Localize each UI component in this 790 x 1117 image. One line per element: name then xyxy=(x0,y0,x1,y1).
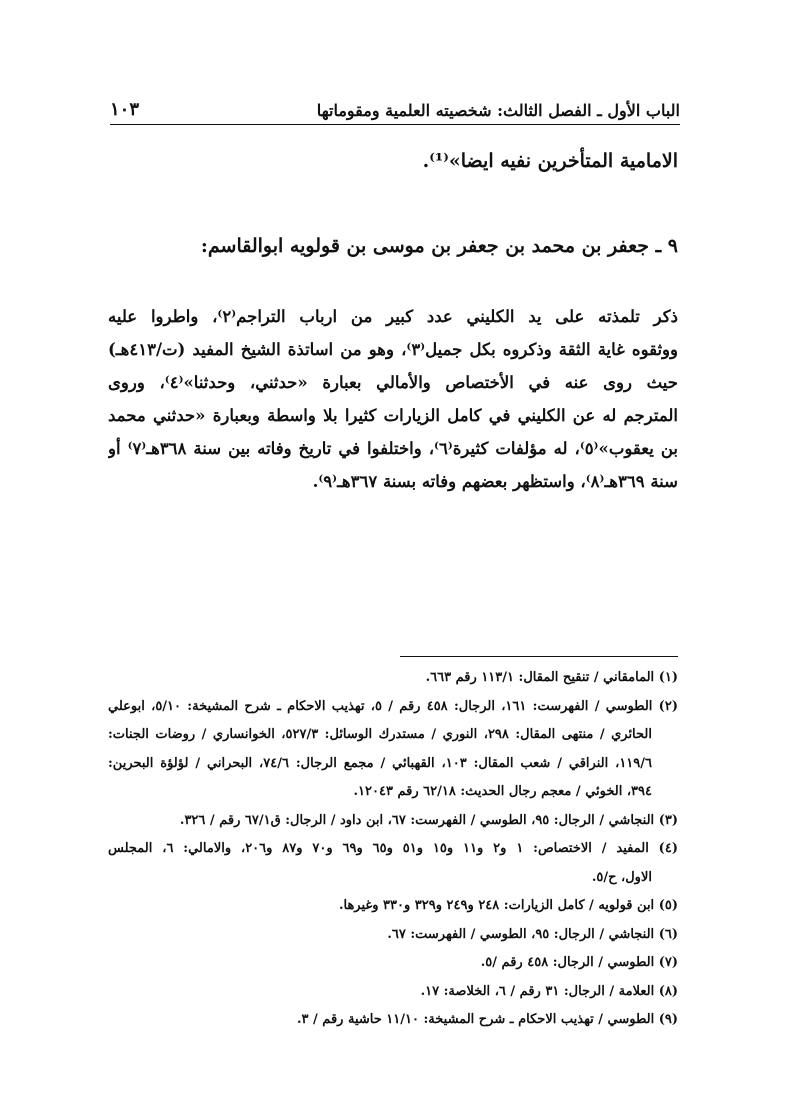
intro-line: الامامية المتأخرين نفيه ايضا»⁽¹⁾. xyxy=(422,150,678,172)
footnotes xyxy=(108,664,678,1035)
footnote-line: (٣) النجاشي / الرجال: ٩٥، الطوسي / الفهرست: ٦٧، ابن داود / الرجال: ق٦٧/١ رقم / ٣٢٦. xyxy=(179,812,678,828)
body-line: حيث روى عنه في الأختصاص والأمالي بعبارة «حدثني، وحدثنا»⁽٤⁾، وروى xyxy=(108,373,678,392)
footnote-line: (٧) الطوسي / الرجال: ٤٥٨ رقم /٥. xyxy=(480,955,678,970)
footnote-line: (٢) الطوسي / الفهرست: ١٦١، الرجال: ٤٥٨ رقم / ٥، تهذيب الاحكام ـ شرح المشيخة: ٥/١٠، ابوعلي xyxy=(108,698,678,714)
body-line: المترجم له عن الكليني في كامل الزيارات كثيرا بلا واسطة وبعبارة «حدثني محمد xyxy=(108,406,678,425)
footnote-line: ٣٩٤، الخوئي / معجم رجال الحديث: ٦٢/١٨ رقم ١٢٠٤٣. xyxy=(353,784,652,799)
body-line: بن يعقوب»⁽٥⁾، له مؤلفات كثيرة⁽٦⁾، واختلفوا في تاريخ وفاته بين سنة ٣٦٨هـ⁽٧⁾ أو xyxy=(108,439,678,458)
body-line: ووثقوه غاية الثقة وذكروه بكل جميل⁽٣⁾، وهو من اساتذة الشيخ المفيد (ت/٤١٣هـ) xyxy=(108,340,678,359)
running-header xyxy=(110,86,680,125)
footnote-line: (٨) العلامة / الرجال: ٣١ رقم / ٦، الخلاصة: ١٧. xyxy=(420,983,678,999)
footnote-line: ١١٩/٦، النراقي / شعب المقال: ١٠٣، القهبائي / مجمع الرجال: ٧٤/٦، البحراني / لؤلؤة البحرين: xyxy=(108,755,653,771)
page-number: ١٠٣ xyxy=(110,99,140,120)
footnote-line: (١) المامقاني / تنقيح المقال: ١١٣/١ رقم ٦٦٣. xyxy=(425,670,678,685)
footnote-line: (٤) المفيد / الاختصاص: ١ و٢ و١١ و١٥ و٥١ و٦٥ و٦٩ و٧٠ و٨٧ و٢٠٦، والامالي: ٦، المجلس xyxy=(108,841,678,856)
footnote-divider xyxy=(400,656,678,657)
body-line: سنة ٣٦٩هـ⁽٨⁾، واستظهر بعضهم وفاته بسنة ٣٦٧هـ⁽٩⁾. xyxy=(312,472,678,491)
footnote-line: (٦) النجاشي / الرجال: ٩٥، الطوسي / الفهرست: ٦٧. xyxy=(387,926,678,942)
running-title: الباب الأول ـ الفصل الثالث: شخصيته العلمية ومقوماتها xyxy=(316,101,680,120)
body-line: ذكر تلمذته على يد الكليني عدد كبير من ارباب التراجم⁽٢⁾، واطروا عليه xyxy=(108,307,678,326)
body-paragraph xyxy=(108,300,678,498)
footnote-line: (٥) ابن قولويه / كامل الزيارات: ٢٤٨ و٢٤٩ و٣٢٩ و٣٣٠ وغيرها. xyxy=(338,898,678,913)
footnote-line: الحائري / منتهى المقال: ٢٩٨، النوري / مستدرك الوسائل: ٥٢٧/٣، الخوانساري / روضات الجنات: xyxy=(108,727,652,742)
footnote-line: (٩) الطوسي / تهذيب الاحكام ـ شرح المشيخة: ١١/١٠ حاشية رقم / ٣. xyxy=(296,1012,678,1027)
footnote-line: الاول، ح/٥. xyxy=(591,869,652,885)
section-heading: ٩ ـ جعفر بن محمد بن جعفر بن موسى بن قولويه ابوالقاسم: xyxy=(200,235,678,257)
